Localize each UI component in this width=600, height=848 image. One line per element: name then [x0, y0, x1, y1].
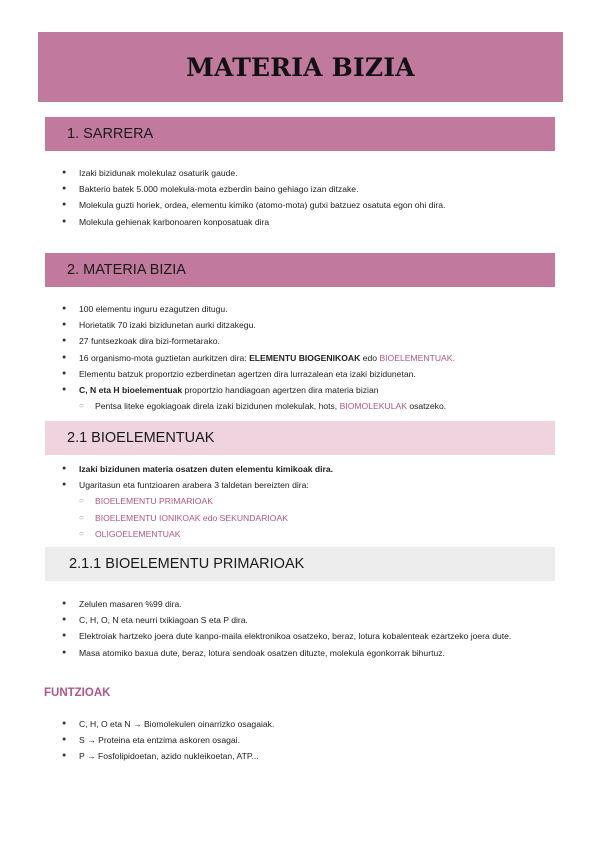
sub-list-item: ○ BIOELEMENTU PRIMARIOAK — [62, 493, 552, 509]
funtzioak-heading: FUNTZIOAK — [44, 687, 111, 699]
text: 16 organismo-mota guztietan aurkitzen dira: — [79, 352, 250, 363]
text: edo — [360, 352, 380, 363]
text: osatzeko. — [406, 401, 447, 412]
list-item: ● 27 funtsezkoak dira bizi-formetarako. — [62, 333, 552, 349]
list-item: ● P → Fosfolipidoetan, azido nukleikoetan, ATP... — [62, 748, 552, 764]
section-header-sarrera — [45, 117, 555, 151]
highlight-term: BIOELEMENTUAK. — [379, 352, 455, 363]
bold-term: C, N eta H bioelementuak — [79, 385, 183, 396]
primarioak-list — [62, 596, 552, 661]
list-item: ● Horietatik 70 izaki bizidunetan aurki ditzakegu. — [62, 317, 552, 333]
bioelementuak-list — [62, 461, 552, 542]
list-item: ● Masa atomiko baxua dute, beraz, lotura sendoak osatzen dituzte, molekula egonkorrak bihurtuz. — [62, 645, 552, 661]
sub-list-item — [62, 398, 552, 414]
funtzioak-list — [62, 716, 552, 765]
title-banner — [38, 32, 563, 102]
list-item: ● 100 elementu inguru ezagutzen ditugu. — [62, 301, 552, 317]
list-item: ● Bakterio batek 5.000 molekula-mota ezberdin baino gehiago izan ditzake. — [62, 181, 552, 197]
page-title: MATERIA BIZIA — [186, 52, 415, 82]
list-item: ● Molekula guzti horiek, ordea, elementu kimiko (atomo-mota) gutxi batzuez osatuta egon ohi dira. — [62, 197, 552, 213]
list-item — [62, 382, 552, 398]
section-heading: 2. MATERIA BIZIA — [67, 262, 186, 278]
section-heading: 1. SARRERA — [67, 126, 154, 142]
list-item: ● S → Proteina eta entzima askoren osagai. — [62, 732, 552, 748]
bold-term: Izaki bizidunen materia osatzen duten elementu kimikoak dira. — [79, 464, 334, 474]
list-item: ● Izaki bizidunak molekulaz osaturik gaude. — [62, 165, 552, 181]
list-item: ● Ugaritasun eta funtzioaren arabera 3 taldetan bereizten dira: — [62, 477, 552, 493]
materia-bizia-list — [62, 301, 552, 414]
section-heading: 2.1.1 BIOELEMENTU PRIMARIOAK — [69, 556, 305, 572]
sub-list-item: ○ BIOELEMENTU IONIKOAK edo SEKUNDARIOAK — [62, 510, 552, 526]
text: proportzio handiagoan agertzen dira materia bizian — [182, 385, 379, 396]
sub-list-item: ○ OLIGOELEMENTUAK — [62, 526, 552, 542]
list-item: ● Molekula gehienak karbonoaren konposatuak dira — [62, 214, 552, 230]
highlight-term: BIOMOLEKULAK — [339, 401, 407, 412]
text: Pentsa liteke egokiagoak direla izaki bizidunen molekulak, hots, — [95, 401, 340, 412]
bold-term: ELEMENTU BIOGENIKOAK — [249, 352, 361, 363]
list-item: ● Elementu batzuk proportzio ezberdinetan agertzen dira lurrazalean eta izaki bizidunetan. — [62, 366, 552, 382]
section-header-bioelementuak — [45, 421, 555, 455]
sarrera-list — [62, 165, 552, 230]
list-item: ● C, H, O, N eta neurri txikiagoan S eta P dira. — [62, 612, 552, 628]
list-item — [62, 461, 552, 477]
section-header-materia-bizia — [45, 253, 555, 287]
list-item: ● Elektroiak hartzeko joera dute kanpo-maila elektronikoa osatzeko, beraz, lotura kobalenteak ezartzeko joera dute. — [62, 628, 552, 644]
list-item: ● C, H, O eta N → Biomolekulen oinarrizko osagaiak. — [62, 716, 552, 732]
section-heading: 2.1 BIOELEMENTUAK — [67, 430, 215, 446]
list-item: ● Zelulen masaren %99 dira. — [62, 596, 552, 612]
section-header-bioelementu-primarioak — [45, 547, 555, 581]
list-item — [62, 350, 552, 366]
